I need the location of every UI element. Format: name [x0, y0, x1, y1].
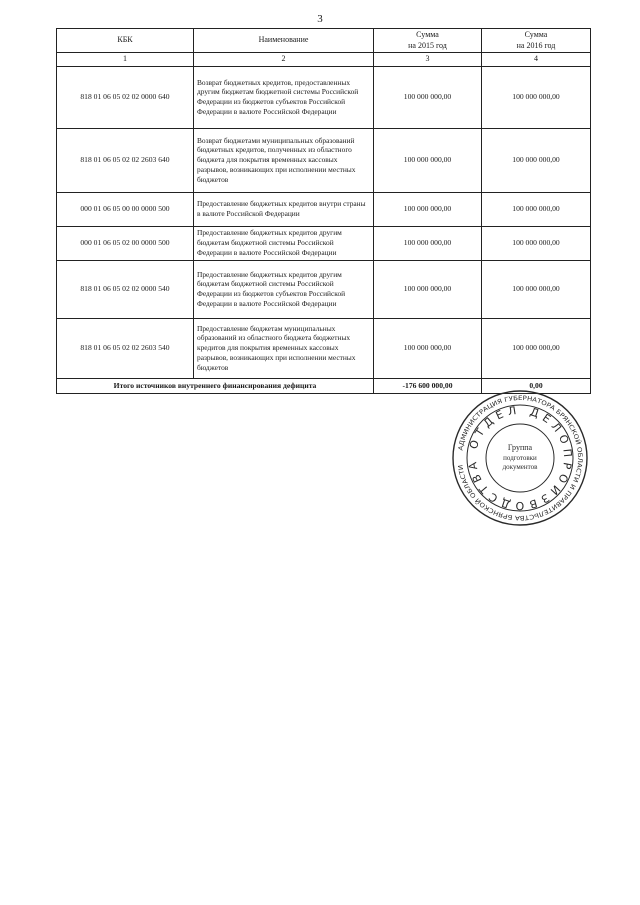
stamp-ring-text-path: ОТДЕЛ ДЕЛОПРОИЗВОДСТВА [466, 403, 575, 513]
name-cell: Предоставление бюджетных кредитов другим бюджетам бюджетной системы Российской Федерации из бюджетов субъектов Российской Федерации в валюте Российской Федерации [194, 260, 374, 318]
stamp-center-line2: подготовки [503, 454, 537, 462]
sum-2015-cell: 100 000 000,00 [374, 66, 482, 128]
column-number: 1 [57, 53, 194, 67]
sum-2015-cell: 100 000 000,00 [374, 318, 482, 378]
column-number-row [57, 53, 591, 67]
name-cell: Возврат бюджетных кредитов, предоставленных другим бюджетам бюджетной системы Российской Федерации из бюджетов субъектов Российской Федерации в валюте Российской Федерации [194, 66, 374, 128]
table-row [57, 226, 591, 260]
total-sum-2016: 0,00 [482, 378, 591, 393]
kbk-cell: 818 01 06 05 02 02 0000 540 [57, 260, 194, 318]
sum-2016-cell: 100 000 000,00 [482, 226, 591, 260]
column-number: 3 [374, 53, 482, 67]
name-cell: Предоставление бюджетных кредитов внутри страны в валюте Российской Федерации [194, 192, 374, 226]
column-number: 2 [194, 53, 374, 67]
sum-2015-cell: 100 000 000,00 [374, 260, 482, 318]
sum-2016-cell: 100 000 000,00 [482, 128, 591, 192]
name-cell: Предоставление бюджетных кредитов другим бюджетам бюджетной системы Российской Федерации в валюте Российской Федерации [194, 226, 374, 260]
header-name: Наименование [194, 29, 374, 53]
total-sum-2015: -176 600 000,00 [374, 378, 482, 393]
sum-2016-cell: 100 000 000,00 [482, 318, 591, 378]
header-sum-2015-line1: Сумма [416, 30, 439, 39]
kbk-cell: 818 01 06 05 02 02 2603 640 [57, 128, 194, 192]
header-sum-2016-line1: Сумма [524, 30, 548, 39]
header-sum-2016-line2: на 2016 год [516, 40, 556, 50]
stamp-outer-text-path: АДМИНИСТРАЦИЯ ГУБЕРНАТОРА БРЯНСКОЙ ОБЛАСТИ И ПРАВИТЕЛЬСТВА БРЯНСКОЙ ОБЛАСТИ [457, 394, 584, 522]
kbk-cell: 818 01 06 05 02 02 0000 640 [57, 66, 194, 128]
stamp-center-line3: документов [502, 463, 538, 471]
name-cell: Возврат бюджетами муниципальных образований бюджетных кредитов, полученных из областного бюджета для покрытия временных кассовых разрывов, возникающих при исполнении местных бюджетов [194, 128, 374, 192]
header-kbk: КБК [57, 29, 194, 53]
table-header-row [57, 29, 591, 53]
header-sum-2016 [482, 29, 591, 53]
sum-2016-cell: 100 000 000,00 [482, 260, 591, 318]
sum-2016-cell: 100 000 000,00 [482, 66, 591, 128]
kbk-cell: 000 01 06 05 00 00 0000 500 [57, 192, 194, 226]
table-row [57, 192, 591, 226]
table-row [57, 128, 591, 192]
page-number: 3 [317, 13, 323, 25]
sum-2015-cell: 100 000 000,00 [374, 226, 482, 260]
sum-2015-cell: 100 000 000,00 [374, 192, 482, 226]
header-sum-2015 [374, 29, 482, 53]
budget-sources-table [56, 28, 591, 394]
sum-2016-cell: 100 000 000,00 [482, 192, 591, 226]
table-row [57, 318, 591, 378]
total-label: Итого источников внутреннего финансирования дефицита [57, 378, 374, 393]
name-cell: Предоставление бюджетам муниципальных образований из областного бюджета бюджетных кредитов для покрытия временных кассовых разрывов, возникающих при исполнении местных бюджетов [194, 318, 374, 378]
table-row [57, 66, 591, 128]
stamp-center-line1: Группа [507, 443, 533, 452]
sum-2015-cell: 100 000 000,00 [374, 128, 482, 192]
kbk-cell: 000 01 06 05 02 00 0000 500 [57, 226, 194, 260]
table-row [57, 260, 591, 318]
kbk-cell: 818 01 06 05 02 02 2603 540 [57, 318, 194, 378]
header-sum-2015-line2: на 2015 год [408, 40, 447, 50]
office-stamp [450, 388, 590, 528]
column-number: 4 [482, 53, 591, 67]
